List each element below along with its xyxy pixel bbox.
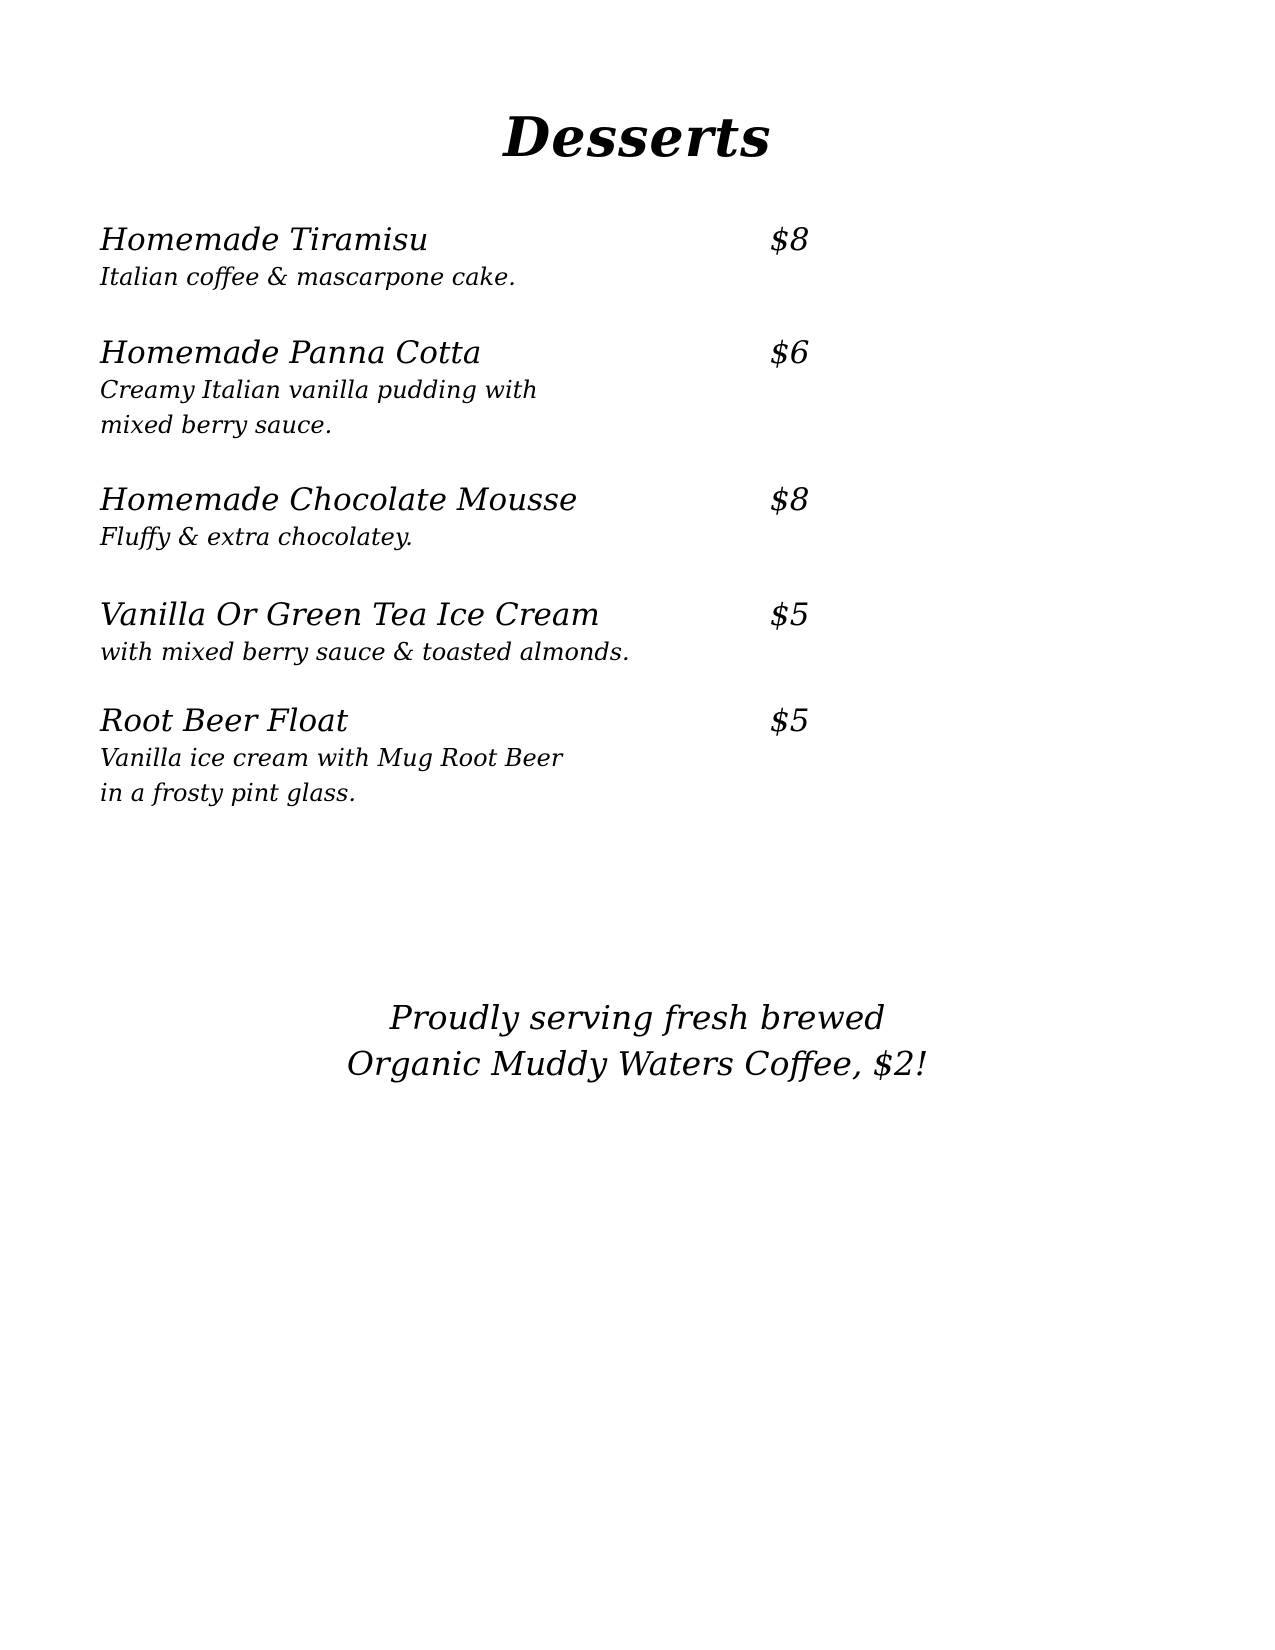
menu-item-panna-cotta — [100, 333, 820, 443]
item-description-line: Fluffy & extra chocolatey. — [100, 523, 413, 551]
item-description — [100, 741, 720, 811]
item-price: $8 — [770, 222, 810, 258]
coffee-note — [0, 995, 1275, 1087]
menu-item-chocolate-mousse — [100, 480, 820, 555]
item-description-line: Italian coffee & mascarpone cake. — [100, 263, 516, 291]
item-name: Root Beer Float — [100, 703, 349, 739]
item-description-line: in a frosty pint glass. — [100, 779, 357, 807]
coffee-note-line-2: Organic Muddy Waters Coffee, $2! — [346, 1044, 929, 1083]
item-description — [100, 635, 720, 670]
item-description-line: Creamy Italian vanilla pudding with — [100, 376, 538, 404]
item-price: $5 — [770, 703, 810, 739]
item-description-line: with mixed berry sauce & toasted almonds. — [100, 638, 630, 666]
menu-title: Desserts — [503, 105, 772, 169]
menu-item-root-beer-float — [100, 701, 820, 811]
item-price: $8 — [770, 482, 810, 518]
item-description-line: mixed berry sauce. — [100, 411, 333, 439]
menu-item-tiramisu — [100, 220, 820, 295]
item-price: $6 — [770, 335, 810, 371]
item-description-line: Vanilla ice cream with Mug Root Beer — [100, 744, 563, 772]
item-name: Vanilla Or Green Tea Ice Cream — [100, 597, 600, 633]
menu-item-ice-cream — [100, 595, 820, 670]
item-price: $5 — [770, 597, 810, 633]
item-name: Homemade Tiramisu — [100, 222, 429, 258]
item-name: Homemade Panna Cotta — [100, 335, 482, 371]
item-description — [100, 260, 720, 295]
item-description — [100, 520, 720, 555]
coffee-note-line-1: Proudly serving fresh brewed — [389, 998, 886, 1037]
item-description — [100, 373, 720, 443]
item-name: Homemade Chocolate Mousse — [100, 482, 578, 518]
